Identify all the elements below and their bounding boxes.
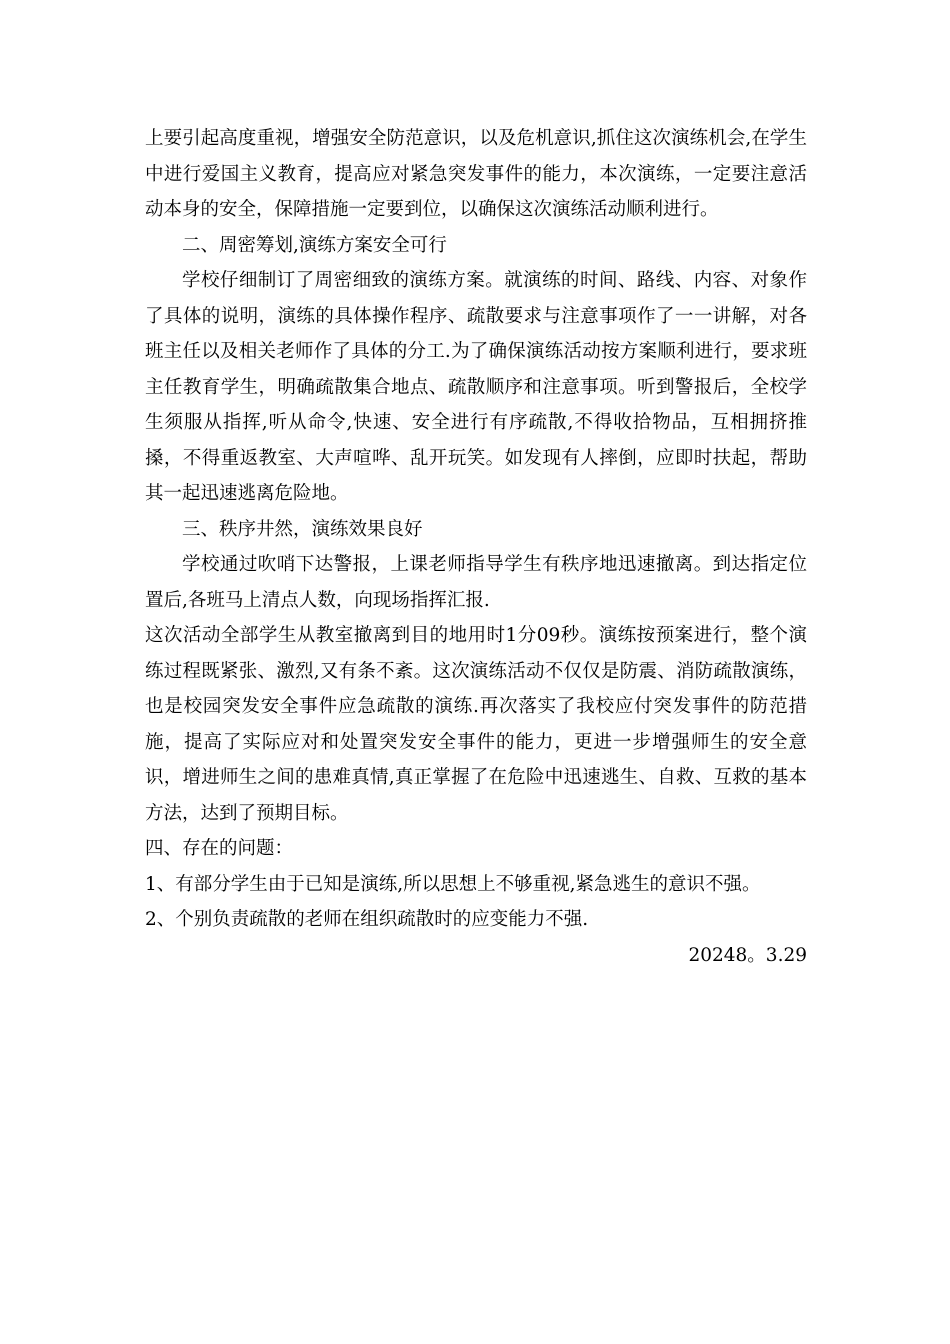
paragraph-planning: 学校仔细制订了周密细致的演练方案。就演练的时间、路线、内容、对象作了具体的说明，演练的具体操作程序、疏散要求与注意事项作了一一讲解，对各班主任以及相关老师作了具体的分工.为了确保演练活动按方案顺利进行，要求班主任教育学生，明确疏散集合地点、疏散顺序和注意事项。听到警报后，全校学生须服从指挥,听从命令,快速、安全进行有序疏散,不得收拾物品，互相拥挤推搡，不得重返教室、大声喧哗、乱开玩笑。如发现有人摔倒，应即时扶起，帮助其一起迅速逃离危险地。 — [145, 270, 807, 504]
document-page — [145, 121, 807, 973]
section-heading-problems: 四、存在的问题： — [145, 838, 294, 859]
problem-item-1: 1、有部分学生由于已知是演练,所以思想上不够重视,紧急逃生的意识不强。 — [145, 873, 761, 895]
paragraph-alarm: 学校通过吹哨下达警报，上课老师指导学生有秩序地迅速撤离。到达指定位置后,各班马上清点人数，向现场指挥汇报. — [145, 554, 807, 611]
section-heading-planning: 二、周密筹划,演练方案安全可行 — [182, 234, 447, 256]
problem-item-2: 2、个别负责疏散的老师在组织疏散时的应变能力不强. — [145, 909, 589, 930]
section-heading-order: 三、秩序井然，演练效果良好 — [182, 518, 423, 540]
paragraph-summary: 这次活动全部学生从教室撤离到目的地用时1分09秒。演练按预案进行，整个演练过程既紧张、激烈,又有条不紊。这次演练活动不仅仅是防震、消防疏散演练，也是校园突发安全事件应急疏散的演练.再次落实了我校应付突发事件的防范措施，提高了实际应对和处置突发安全事件的能力，更进一步增强师生的安全意识，增进师生之间的患难真情,真正掌握了在危险中迅速逃生、自救、互救的基本方法，达到了预期目标。 — [145, 625, 807, 824]
paragraph-intro: 上要引起高度重视，增强安全防范意识，以及危机意识,抓住这次演练机会,在学生中进行爱国主义教育，提高应对紧急突发事件的能力，本次演练，一定要注意活动本身的安全，保障措施一定要到位，以确保这次演练活动顺利进行。 — [145, 128, 807, 220]
document-date: 20248。3.29 — [688, 944, 807, 966]
